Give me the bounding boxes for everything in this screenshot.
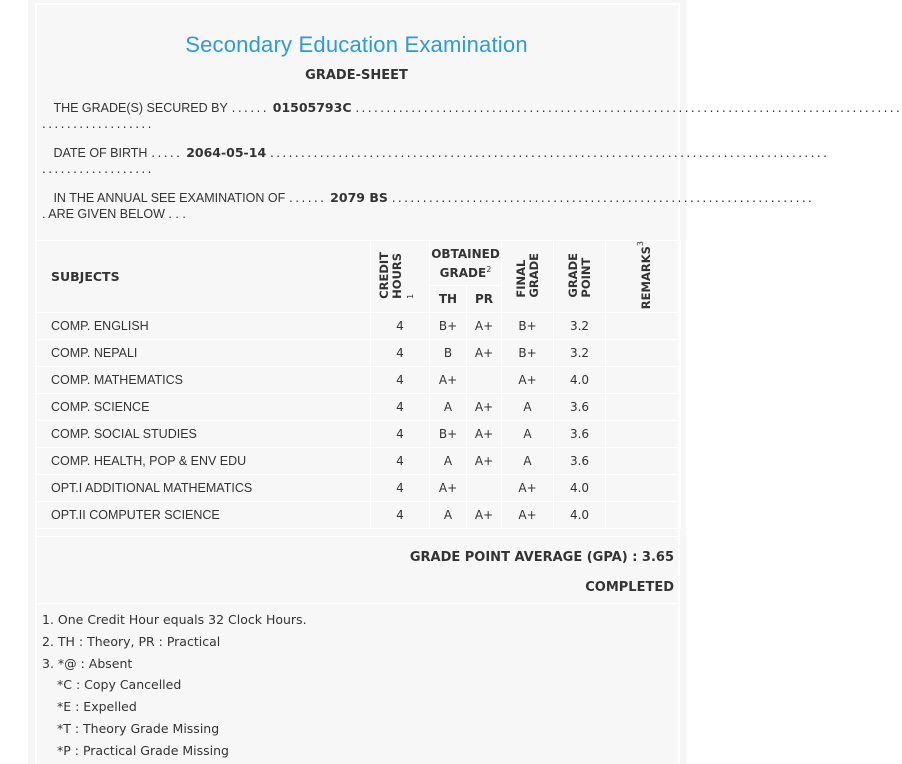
credit-hours-cell: 4 (371, 475, 430, 502)
remarks-cell (606, 448, 681, 475)
table-row (37, 367, 681, 394)
footnote-item: *T : Theory Grade Missing (57, 720, 220, 736)
dot-leader: ........................................................................................ (355, 101, 902, 115)
footnote-item: *P : Practical Grade Missing (57, 742, 229, 758)
credit-hours-cell: 4 (371, 313, 430, 340)
footnote-item: *C : Copy Cancelled (57, 677, 182, 693)
table-row (37, 340, 681, 367)
theory-grade-cell: B+ (430, 313, 467, 340)
dot-leader: .................. (42, 117, 154, 131)
header-pr: PR (467, 286, 502, 313)
final-grade-label: FINAL GRADE (513, 252, 541, 298)
grade-point-cell: 3.2 (554, 313, 606, 340)
secured-by-label: THE GRADE(S) SECURED BY (53, 101, 228, 115)
remarks-cell (606, 313, 681, 340)
subject-cell: COMP. ENGLISH (37, 313, 371, 340)
practical-grade-cell: A+ (467, 448, 502, 475)
grade-point-vertical (567, 253, 593, 298)
credit-hours-cell: 4 (371, 502, 430, 529)
credit-hours-cell: 4 (371, 367, 430, 394)
grade-point-cell: 4.0 (554, 502, 606, 529)
exam-title: Secondary Education Examination (185, 32, 528, 57)
grade-point-cell: 3.6 (554, 448, 606, 475)
table-row (37, 313, 681, 340)
date-of-birth: 2064-05-14 (186, 145, 267, 160)
secured-by-continuation (42, 116, 674, 132)
exam-continuation (42, 206, 674, 222)
credit-hours-vertical (378, 252, 423, 299)
subject-cell: COMP. HEALTH, POP & ENV EDU (37, 448, 371, 475)
final-grade-cell: A (502, 394, 554, 421)
subject-cell: OPT.I ADDITIONAL MATHEMATICS (37, 475, 371, 502)
table-row (37, 421, 681, 448)
subject-cell: OPT.II COMPUTER SCIENCE (37, 502, 371, 529)
grade-point-cell: 3.2 (554, 340, 606, 367)
credit-hours-cell: 4 (371, 340, 430, 367)
exam-line (42, 190, 815, 222)
footnote-marker: 2 (486, 264, 492, 274)
divider (36, 536, 680, 537)
grade-point-label: GRADE POINT (565, 252, 593, 298)
final-grade-cell: A+ (502, 367, 554, 394)
exam-label: IN THE ANNUAL SEE EXAMINATION OF (53, 191, 286, 205)
exam-row (42, 190, 815, 206)
theory-grade-cell: A (430, 394, 467, 421)
exam-year: 2079 BS (330, 190, 388, 205)
header-final-grade (502, 241, 554, 313)
theory-grade-cell: B+ (430, 421, 467, 448)
credit-hours-cell: 4 (371, 448, 430, 475)
gpa-summary: GRADE POINT AVERAGE (GPA) : 3.65 (409, 550, 674, 565)
table-row (37, 394, 681, 421)
remarks-cell (606, 367, 681, 394)
subject-cell: COMP. SOCIAL STUDIES (37, 421, 371, 448)
secured-by-row (42, 100, 902, 116)
remarks-cell (606, 340, 681, 367)
theory-grade-cell: A+ (430, 367, 467, 394)
credit-hours-cell: 4 (371, 421, 430, 448)
final-grade-cell: B+ (502, 313, 554, 340)
given-below-text: . ARE GIVEN BELOW . . . (42, 207, 186, 221)
table-row (37, 502, 681, 529)
subject-cell: COMP. MATHEMATICS (37, 367, 371, 394)
practical-grade-cell: A+ (467, 313, 502, 340)
final-grade-cell: A (502, 421, 554, 448)
remarks-cell (606, 475, 681, 502)
practical-grade-cell: A+ (467, 502, 502, 529)
header-obtained-grade (430, 241, 502, 286)
header-credit-hours (371, 241, 430, 313)
theory-grade-cell: A (430, 502, 467, 529)
practical-grade-cell: A+ (467, 421, 502, 448)
dob-line (42, 145, 830, 177)
footnotes (42, 609, 307, 762)
dot-leader: .................................................................... (391, 191, 815, 205)
practical-grade-cell: A+ (467, 340, 502, 367)
grade-point-cell: 4.0 (554, 475, 606, 502)
table-row (37, 475, 681, 502)
remarks-cell (606, 502, 681, 529)
header-subjects: SUBJECTS (37, 241, 371, 313)
divider (36, 603, 680, 604)
credit-hours-label: CREDIT HOURS (376, 251, 404, 299)
final-grade-vertical (515, 253, 541, 298)
dot-leader: .................. (42, 162, 154, 176)
grade-point-cell: 3.6 (554, 421, 606, 448)
dob-row (42, 145, 830, 161)
footnote-marker: 3 (635, 241, 645, 247)
footnote-item: 3. *@ : Absent (42, 655, 133, 671)
final-grade-cell: A+ (502, 502, 554, 529)
table-row (37, 448, 681, 475)
header-remarks (606, 241, 681, 313)
practical-grade-cell (467, 475, 502, 502)
remarks-vertical (634, 241, 653, 309)
grades-table (36, 240, 681, 529)
theory-grade-cell: A+ (430, 475, 467, 502)
header-th: TH (430, 286, 467, 313)
grade-rows (37, 313, 681, 529)
footnote-item: *E : Expelled (57, 699, 137, 715)
remarks-label: REMARKS (638, 246, 653, 310)
secured-by-line (42, 100, 902, 132)
dot-leader: ..... (151, 146, 183, 160)
remarks-cell (606, 421, 681, 448)
remarks-cell (606, 394, 681, 421)
grade-point-cell: 4.0 (554, 367, 606, 394)
obtained-grade-label: OBTAINED GRADE (431, 246, 500, 280)
final-grade-cell: A+ (502, 475, 554, 502)
dot-leader: .......................................................................................... (269, 146, 830, 160)
dot-leader: ...... (231, 101, 269, 115)
subject-cell: COMP. NEPALI (37, 340, 371, 367)
theory-grade-cell: B (430, 340, 467, 367)
credit-hours-cell: 4 (371, 394, 430, 421)
footnote-item: 2. TH : Theory, PR : Practical (42, 633, 221, 649)
grade-sheet-heading: GRADE-SHEET (305, 68, 408, 83)
final-grade-cell: A (502, 448, 554, 475)
footnote-item: 1. One Credit Hour equals 32 Clock Hours. (42, 612, 307, 627)
grade-point-cell: 3.6 (554, 394, 606, 421)
footnote-marker: 1 (405, 293, 415, 299)
symbol-number: 01505793C (272, 100, 352, 115)
practical-grade-cell: A+ (467, 394, 502, 421)
dot-leader: ...... (289, 191, 327, 205)
subject-cell: COMP. SCIENCE (37, 394, 371, 421)
header-grade-point (554, 241, 606, 313)
theory-grade-cell: A (430, 448, 467, 475)
dob-continuation (42, 161, 674, 177)
final-grade-cell: B+ (502, 340, 554, 367)
dob-label: DATE OF BIRTH (53, 146, 148, 160)
result-status: COMPLETED (585, 580, 674, 595)
practical-grade-cell (467, 367, 502, 394)
